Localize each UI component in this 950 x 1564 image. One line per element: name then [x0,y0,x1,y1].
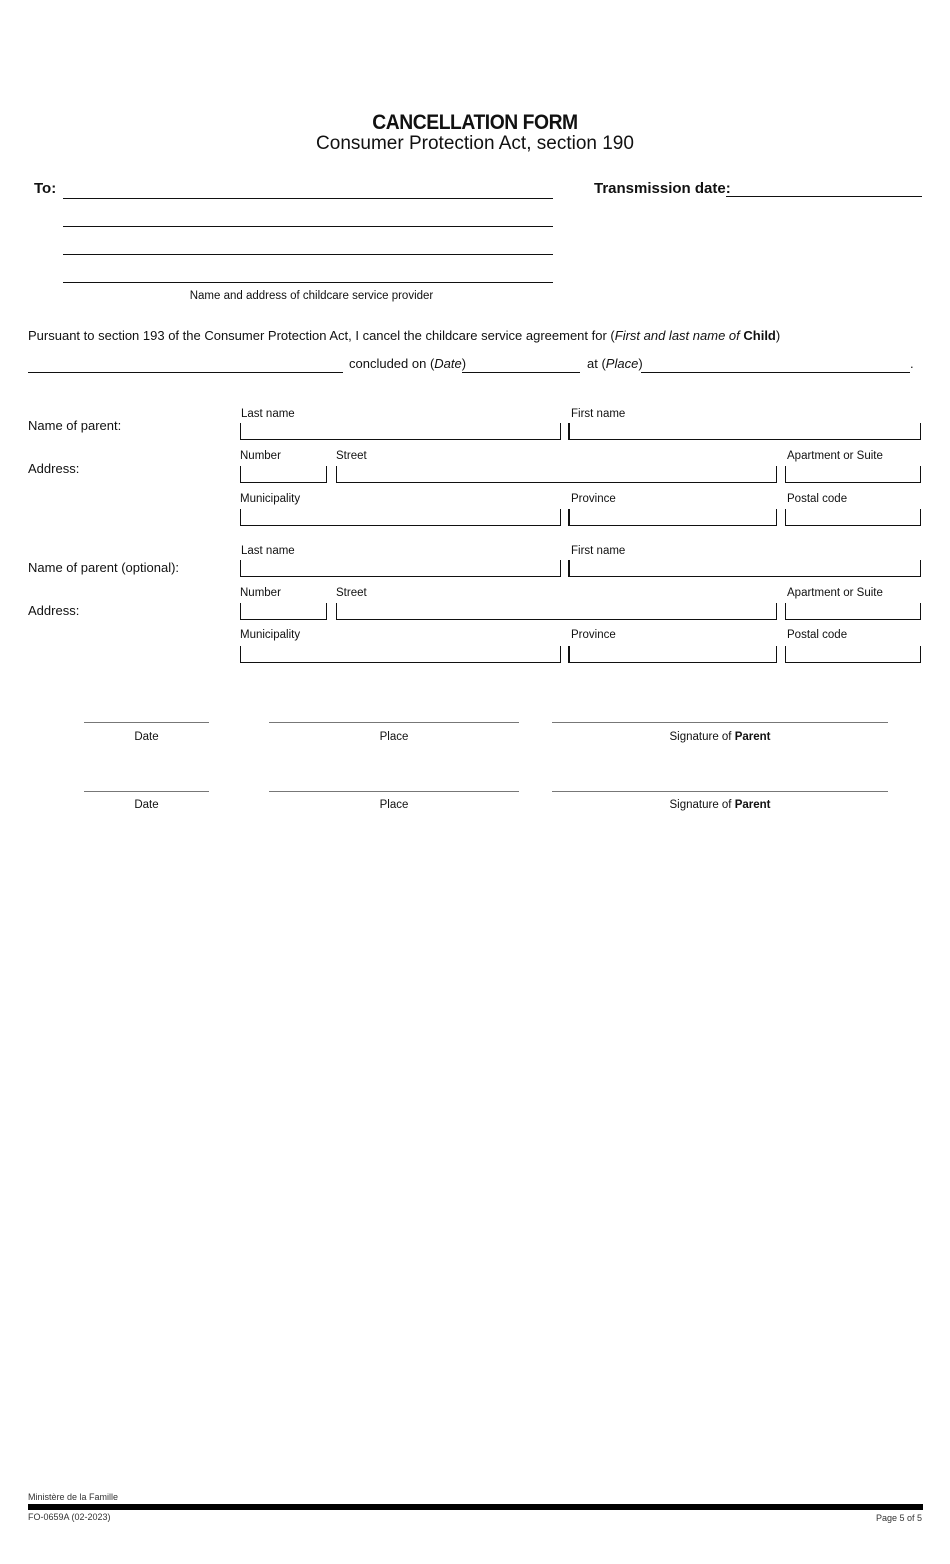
statement-period: . [910,356,914,371]
concluded-date-line[interactable] [462,372,580,373]
parent1-street-label: Street [336,450,367,462]
parent2-apartment-field[interactable] [785,603,921,620]
parent2-province-field[interactable] [568,646,777,663]
parent1-province-label: Province [571,493,616,505]
parent1-province-field[interactable] [568,509,777,526]
statement-text-c: Child [743,328,776,343]
parent2-postal-field[interactable] [785,646,921,663]
to-line-3[interactable] [63,254,553,255]
at-b: Place [605,356,639,371]
concluded-a: concluded on ( [349,356,435,371]
place-line[interactable] [641,372,910,373]
parent1-number-field[interactable] [240,466,327,483]
parent1-number-label: Number [240,450,281,462]
parent1-last-name-field[interactable] [240,423,561,440]
signature1-place-label: Place [379,731,409,743]
form-code: FO-0659A (02-2023) [28,1512,111,1522]
statement-text-b: First and last name of [614,328,744,343]
signature1-place-line[interactable] [269,722,519,723]
to-line-2[interactable] [63,226,553,227]
statement-text-d: ) [775,328,781,343]
parent1-first-name-label: First name [571,408,626,420]
child-name-line[interactable] [28,372,343,373]
parent2-postal-label: Postal code [787,629,848,641]
ministry-label: Ministère de la Famille [28,1492,119,1502]
signature1-date-line[interactable] [84,722,209,723]
signature1-date-label: Date [134,731,159,743]
at-a: at ( [587,356,606,371]
parent2-municipality-field[interactable] [240,646,561,663]
parent2-apartment-label: Apartment or Suite [787,587,883,599]
parent1-name-label: Name of parent: [28,418,122,433]
transmission-date-line[interactable] [726,196,922,197]
cancellation-statement [28,328,780,343]
to-label: To: [34,180,57,197]
at-c: ) [638,356,643,371]
parent1-apartment-label: Apartment or Suite [787,450,883,462]
signature2-place-line[interactable] [269,791,519,792]
statement-text-a: Pursuant to section 193 of the Consumer Protection Act, I cancel the childcare service agreement for ( [28,328,615,343]
transmission-date-label: Transmission date: [594,180,731,197]
parent2-last-name-label: Last name [241,545,295,557]
page-number: Page 5 of 5 [875,1513,922,1523]
parent2-province-label: Province [571,629,616,641]
parent2-name-label: Name of parent (optional): [28,560,180,575]
parent2-first-name-label: First name [571,545,626,557]
at-place-label [587,356,643,371]
signature2-text-b: Parent [734,799,771,811]
parent1-street-field[interactable] [336,466,777,483]
parent1-municipality-label: Municipality [240,493,301,505]
to-line-1[interactable] [63,198,553,199]
parent2-last-name-field[interactable] [240,560,561,577]
parent1-municipality-field[interactable] [240,509,561,526]
parent2-street-field[interactable] [336,603,777,620]
concluded-c: ) [461,356,467,371]
parent2-street-label: Street [336,587,367,599]
form-subtitle: Consumer Protection Act, section 190 [316,133,634,154]
parent1-last-name-label: Last name [241,408,295,420]
signature2-place-label: Place [379,799,409,811]
parent2-number-field[interactable] [240,603,327,620]
signature1-text-a: Signature of [669,731,735,743]
concluded-b: Date [434,356,462,371]
signature2-date-label: Date [134,799,159,811]
signature2-text-a: Signature of [669,799,735,811]
signature2-parent-line[interactable] [552,791,888,792]
parent1-address-label: Address: [28,461,80,476]
footer-bar [28,1504,923,1510]
parent1-first-name-field[interactable] [568,423,921,440]
parent2-municipality-label: Municipality [240,629,301,641]
signature2-date-line[interactable] [84,791,209,792]
signature2-parent-label [552,799,888,811]
provider-caption: Name and address of childcare service provider [189,290,434,302]
form-title: CANCELLATION FORM [372,111,578,134]
signature1-text-b: Parent [734,731,771,743]
signature1-parent-line[interactable] [552,722,888,723]
parent2-first-name-field[interactable] [568,560,921,577]
parent2-address-label: Address: [28,603,80,618]
signature1-parent-label [552,731,888,743]
parent2-number-label: Number [240,587,281,599]
concluded-on-label [349,356,466,371]
parent1-apartment-field[interactable] [785,466,921,483]
to-line-4[interactable] [63,282,553,283]
parent1-postal-label: Postal code [787,493,848,505]
parent1-postal-field[interactable] [785,509,921,526]
